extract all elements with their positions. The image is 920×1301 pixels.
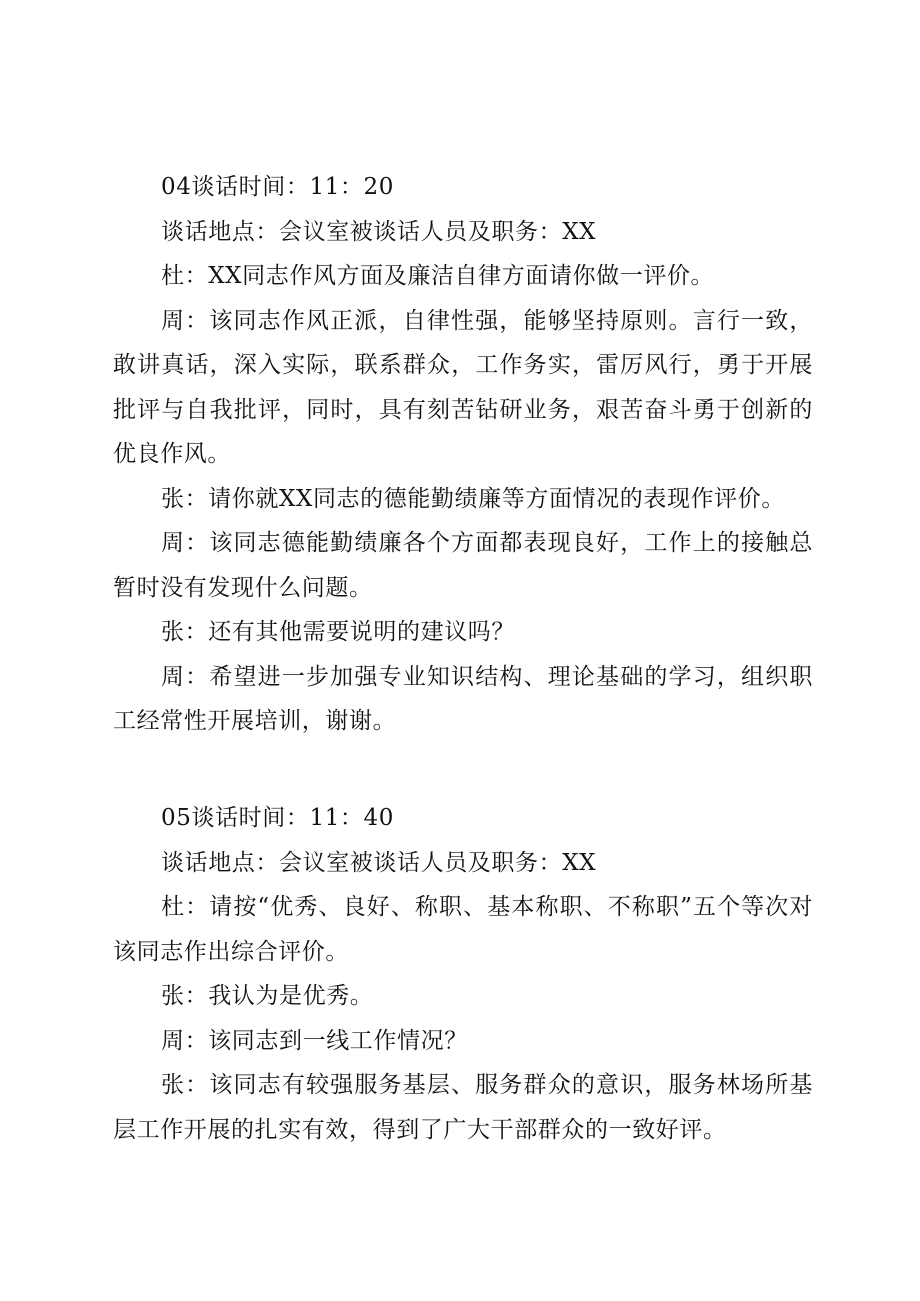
interview-location: 谈话地点：会议室被谈话人员及职务：XX xyxy=(161,849,597,876)
interview-time: 04谈话时间：11：20 xyxy=(161,174,394,200)
dialogue-line: 张：请你就XX同志的德能勤绩廉等方面情况的表现作评价。 xyxy=(161,485,785,512)
dialogue-line: 周：该同志作风正派，自律性强，能够坚持原则。言行一致，敢讲真话，深入实际，联系群众，工作务实，雷厉风行，勇于开展批评与自我批评，同时，具有刻苦钻研业务，艰苦奋斗勇于创新的优良作风。 xyxy=(113,307,813,467)
interview-time: 05谈话时间：11：40 xyxy=(161,805,394,831)
dialogue-line: 张：我认为是优秀。 xyxy=(161,983,374,1009)
interview-record-04 xyxy=(113,165,813,744)
dialogue-line: 杜：请按“优秀、良好、称职、基本称职、不称职”五个等次对该同志作出综合评价。 xyxy=(113,894,813,965)
dialogue-line: 杜：XX同志作风方面及廉洁自律方面请你做一评价。 xyxy=(161,263,715,289)
dialogue-line: 周：该同志到一线工作情况？ xyxy=(161,1027,468,1054)
interview-record-05 xyxy=(113,796,813,1152)
dialogue-line: 周：希望进一步加强专业知识结构、理论基础的学习，组织职工经常性开展培训，谢谢。 xyxy=(113,663,813,734)
dialogue-line: 张：还有其他需要说明的建议吗？ xyxy=(161,619,515,645)
interview-location: 谈话地点：会议室被谈话人员及职务：XX xyxy=(161,218,597,245)
dialogue-line: 张：该同志有较强服务基层、服务群众的意识，服务林场所基层工作开展的扎实有效，得到了广大干部群众的一致好评。 xyxy=(113,1072,813,1143)
dialogue-line: 周：该同志德能勤绩廉各个方面都表现良好，工作上的接触总暂时没有发现什么问题。 xyxy=(113,530,813,601)
